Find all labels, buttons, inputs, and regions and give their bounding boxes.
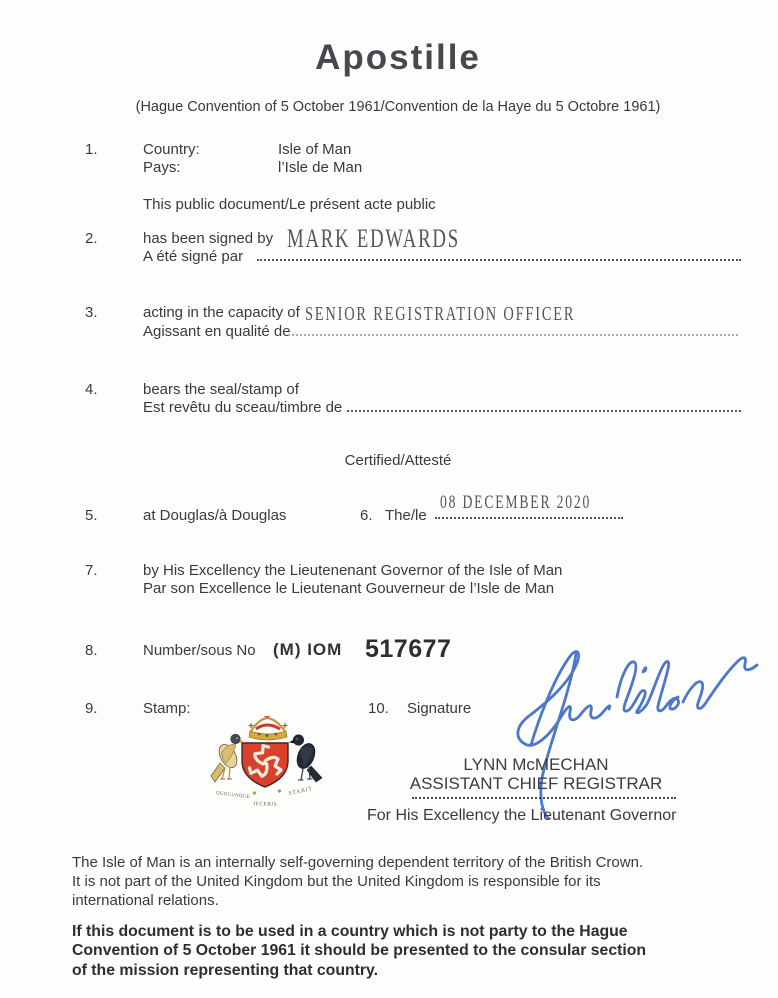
signature-dotted-line bbox=[412, 797, 676, 799]
raven-icon bbox=[289, 735, 322, 782]
stamp-label: Stamp: bbox=[143, 700, 191, 717]
footer-p1-line2: It is not part of the United Kingdom but the United Kingdom is responsible for its bbox=[72, 873, 601, 890]
capacity-label-fr: Agissant en qualité de bbox=[143, 323, 291, 340]
capacity-label-en: acting in the capacity of bbox=[143, 304, 300, 321]
footer-p2-line1: If this document is to be used in a country which is not party to the Hague bbox=[72, 923, 628, 940]
authority-line: For His Excellency the Lieutenant Governor bbox=[367, 807, 677, 824]
country-value-en: Isle of Man bbox=[278, 141, 352, 158]
item-6-dotted-line bbox=[435, 517, 623, 519]
capacity-value-stamp: SENIOR REGISTRATION OFFICER bbox=[305, 303, 576, 325]
item-2-dotted-line bbox=[257, 259, 741, 261]
item-8-number: 8. bbox=[85, 642, 98, 659]
governor-line-fr: Par son Excellence le Lieutenant Gouverneur de l’Isle de Man bbox=[143, 580, 555, 597]
item-4-dotted-line bbox=[347, 410, 741, 412]
footer-paragraph-2 bbox=[72, 922, 646, 980]
public-document-line: This public document/Le présent acte public bbox=[143, 196, 436, 213]
falcon-icon bbox=[211, 734, 243, 782]
governor-line-en: by His Excellency the Lieutenenant Governor of the Isle of Man bbox=[143, 562, 563, 579]
item-5-number: 5. bbox=[85, 507, 98, 524]
apostille-number: 517677 bbox=[365, 635, 452, 663]
place-label: at Douglas/à Douglas bbox=[143, 507, 287, 524]
signatory-name: LYNN McMECHAN bbox=[463, 755, 609, 774]
signatory-title: ASSISTANT CHIEF REGISTRAR bbox=[409, 774, 663, 793]
item-1-number: 1. bbox=[85, 141, 98, 158]
motto-center: JECERIS bbox=[252, 801, 278, 808]
page-title: Apostille bbox=[315, 38, 481, 77]
motto-left: QUOCUNQUE bbox=[215, 791, 251, 801]
signature-label: Signature bbox=[407, 700, 472, 717]
number-prefix: (M) IOM bbox=[273, 640, 343, 659]
seal-label-en: bears the seal/stamp of bbox=[143, 381, 299, 398]
signature-ink bbox=[470, 625, 778, 825]
footer-p2-line3: of the mission representing that country. bbox=[72, 961, 379, 979]
footer-p2-line2: Convention of 5 October 1961 it should be presented to the consular section bbox=[72, 942, 647, 960]
item-2-number: 2. bbox=[85, 230, 98, 247]
number-label: Number/sous No bbox=[143, 642, 256, 659]
item-9-number: 9. bbox=[85, 700, 98, 717]
convention-subtitle: (Hague Convention of 5 October 1961/Convention de la Haye du 5 Octobre 1961) bbox=[135, 99, 661, 115]
date-value-stamp: 08 DECEMBER 2020 bbox=[440, 492, 592, 513]
item-6-number: 6. bbox=[360, 507, 373, 524]
item-3-dotted-line bbox=[288, 334, 738, 336]
triskelion-shield bbox=[242, 743, 288, 787]
motto-right: STABIT bbox=[288, 786, 314, 797]
item-4-number: 4. bbox=[85, 381, 98, 398]
seal-label-fr: Est revêtu du sceau/timbre de bbox=[143, 399, 343, 416]
item-10-number: 10. bbox=[368, 700, 389, 717]
motto-text bbox=[216, 786, 314, 808]
item-7-number: 7. bbox=[85, 562, 98, 579]
item-3-number: 3. bbox=[85, 304, 98, 321]
isle-of-man-coat-of-arms bbox=[203, 716, 335, 814]
signed-by-label-fr: A été signé par bbox=[143, 248, 244, 265]
footer-paragraph-1 bbox=[72, 853, 643, 910]
country-label-fr: Pays: bbox=[143, 159, 181, 176]
country-value-fr: l’Isle de Man bbox=[278, 159, 363, 176]
crown-icon bbox=[249, 716, 288, 740]
date-label: The/le bbox=[385, 507, 427, 524]
footer-p1-line1: The Isle of Man is an internally self-governing dependent territory of the British Crown. bbox=[72, 854, 644, 871]
certified-line: Certified/Attesté bbox=[344, 452, 452, 469]
signer-name-stamp: MARK EDWARDS bbox=[287, 224, 460, 253]
country-label-en: Country: bbox=[143, 141, 200, 158]
footer-p1-line3: international relations. bbox=[72, 892, 219, 909]
signed-by-label-en: has been signed by bbox=[143, 230, 274, 247]
